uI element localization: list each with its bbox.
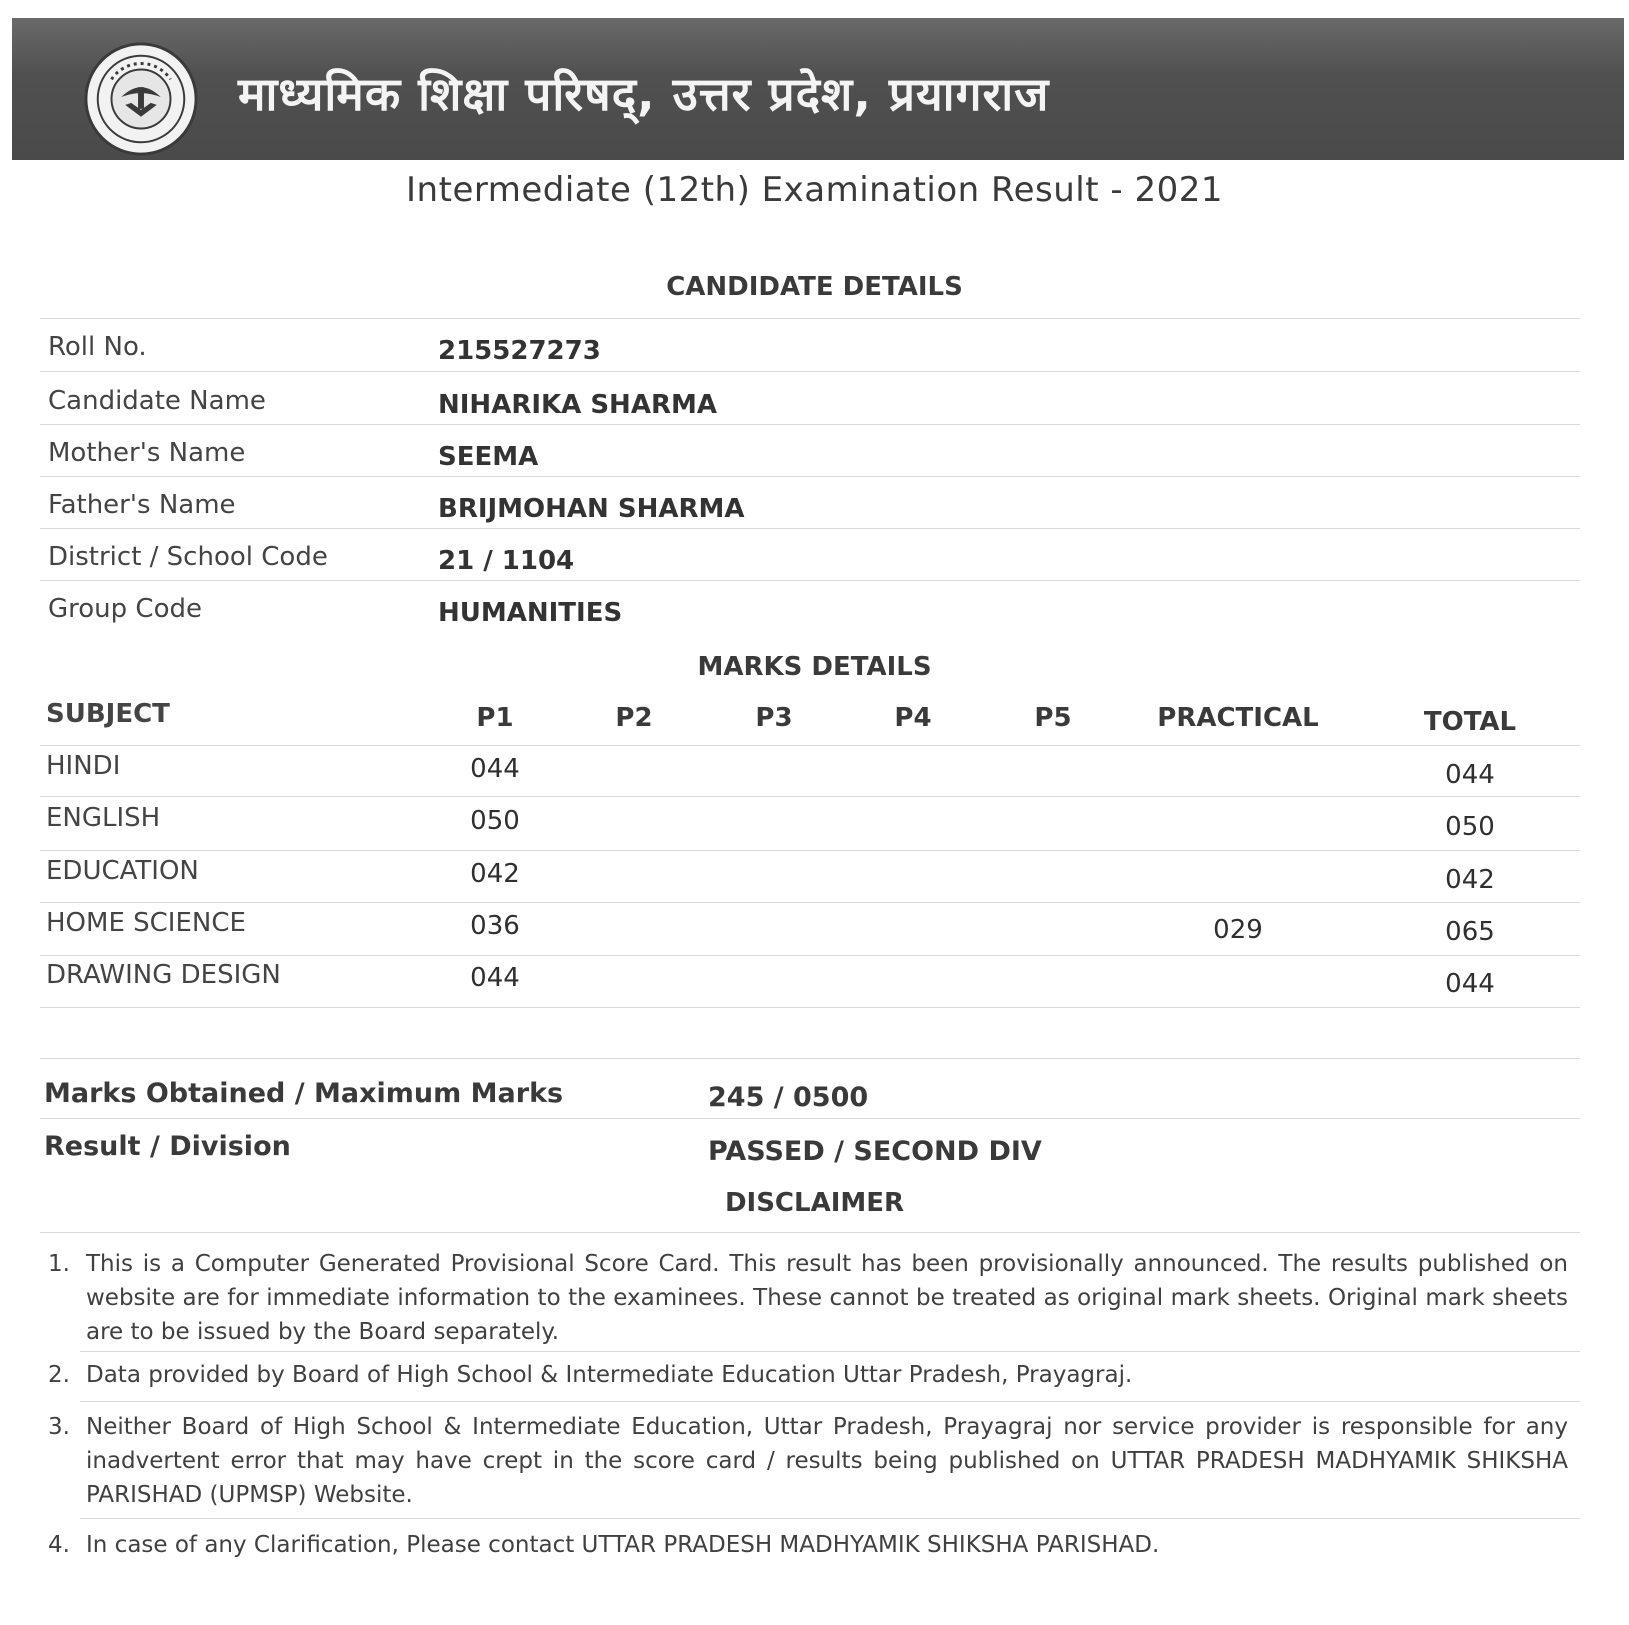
divider (40, 796, 1580, 797)
disclaimer-item (48, 1358, 1568, 1392)
group-code-label: Group Code (48, 594, 202, 624)
subject-cell: HINDI (46, 751, 121, 781)
subject-cell: EDUCATION (46, 856, 199, 886)
p1-cell: 044 (470, 754, 520, 784)
p1-cell: 036 (470, 911, 520, 941)
disclaimer-number: 4. (48, 1532, 70, 1558)
total-cell: 042 (1445, 865, 1495, 895)
divider (40, 476, 1580, 477)
total-cell: 044 (1445, 760, 1495, 790)
divider (40, 1007, 1580, 1008)
total-cell: 065 (1445, 917, 1495, 947)
roll-no-value: 215527273 (438, 336, 601, 366)
header-banner (12, 18, 1624, 160)
divider (40, 1058, 1580, 1059)
mothers-name-value: SEEMA (438, 442, 539, 472)
board-name: माध्यमिक शिक्षा परिषद्, उत्तर प्रदेश, प्रयागराज (238, 67, 1050, 121)
divider (40, 1118, 1580, 1119)
disclaimer-number: 3. (48, 1414, 70, 1440)
exam-title: Intermediate (12th) Examination Result - 2021 (406, 170, 1223, 210)
candidate-name-label: Candidate Name (48, 386, 266, 416)
divider (80, 1401, 1580, 1402)
disclaimer-item (48, 1410, 1568, 1512)
disclaimer-heading: DISCLAIMER (724, 1188, 905, 1218)
marks-details-heading: MARKS DETAILS (697, 652, 932, 682)
p1-cell: 042 (470, 859, 520, 889)
mothers-name-label: Mother's Name (48, 438, 246, 468)
divider (80, 1518, 1580, 1519)
divider (40, 902, 1580, 903)
roll-no-label: Roll No. (48, 332, 147, 362)
disclaimer-text: In case of any Clarification, Please contact UTTAR PRADESH MADHYAMIK SHIKSHA PARISHAD. (86, 1532, 1160, 1558)
column-header-p4: P4 (894, 703, 932, 733)
p1-cell: 050 (470, 806, 520, 836)
result-division-label: Result / Division (44, 1131, 291, 1162)
disclaimer-text: This is a Computer Generated Provisional Score Card. This result has been provisionally announced. The results published on website are for immediate information to the examinees. These cannot be treated as original mark sheets. Original mark sheets are to be issued by the Board separately. (86, 1251, 1568, 1345)
divider (40, 371, 1580, 372)
column-header-total: TOTAL (1423, 707, 1517, 737)
disclaimer-item (48, 1247, 1568, 1349)
column-header-p5: P5 (1034, 703, 1072, 733)
marks-obtained-label: Marks Obtained / Maximum Marks (44, 1078, 564, 1109)
subject-cell: ENGLISH (46, 803, 161, 833)
disclaimer-number: 2. (48, 1362, 70, 1388)
divider (40, 318, 1580, 319)
divider (40, 850, 1580, 851)
district-school-code-label: District / School Code (48, 542, 328, 572)
divider (40, 424, 1580, 425)
column-header-p1: P1 (476, 703, 514, 733)
column-header-p2: P2 (615, 703, 653, 733)
fathers-name-label: Father's Name (48, 490, 236, 520)
subject-cell: HOME SCIENCE (46, 908, 246, 938)
column-header-p3: P3 (755, 703, 793, 733)
result-division-value: PASSED / SECOND DIV (708, 1136, 1042, 1167)
divider (40, 745, 1580, 746)
disclaimer-number: 1. (48, 1251, 70, 1277)
p1-cell: 044 (470, 963, 520, 993)
subject-cell: DRAWING DESIGN (46, 960, 281, 990)
disclaimer-text: Data provided by Board of High School & Intermediate Education Uttar Pradesh, Prayagraj. (86, 1362, 1133, 1388)
practical-cell: 029 (1213, 915, 1263, 945)
divider (40, 580, 1580, 581)
total-cell: 044 (1445, 969, 1495, 999)
divider (40, 1232, 1580, 1233)
column-header-practical: PRACTICAL (1157, 703, 1319, 733)
district-school-code-value: 21 / 1104 (438, 546, 575, 576)
divider (40, 528, 1580, 529)
fathers-name-value: BRIJMOHAN SHARMA (438, 494, 745, 524)
disclaimer-text: Neither Board of High School & Intermediate Education, Uttar Pradesh, Prayagraj nor service provider is responsible for any inadvertent error that may have crept in the score card / results being published on UTTAR PRADESH MADHYAMIK SHIKSHA PARISHAD (UPMSP) Website. (86, 1414, 1568, 1508)
divider (40, 955, 1580, 956)
group-code-value: HUMANITIES (438, 598, 623, 628)
up-government-seal-icon (82, 40, 200, 158)
marks-obtained-value: 245 / 0500 (708, 1082, 869, 1113)
candidate-details-heading: CANDIDATE DETAILS (666, 272, 963, 302)
disclaimer-item (48, 1528, 1568, 1562)
candidate-name-value: NIHARIKA SHARMA (438, 390, 717, 420)
total-cell: 050 (1445, 812, 1495, 842)
column-header-subject: SUBJECT (46, 699, 170, 729)
divider (80, 1351, 1580, 1352)
